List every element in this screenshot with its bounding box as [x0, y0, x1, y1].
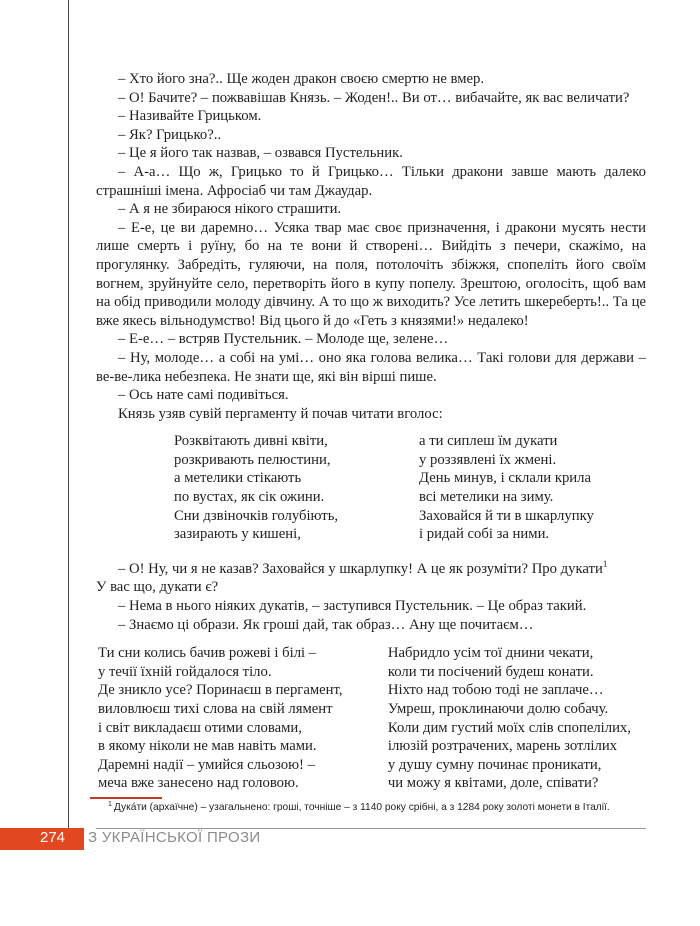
paragraph: – А я не збираюся нікого страшити. — [118, 201, 342, 218]
verse-line: і світ викладаєш отими словами, — [98, 719, 302, 736]
poem-column-right — [419, 432, 594, 544]
page-number: 274 — [40, 829, 66, 846]
paragraph: – А-а… Що ж, Грицько то й Грицько… Тільки дракони завше мають далеко страшніші імена. Афросіаб чи там Джаудар. — [96, 163, 646, 199]
poem-column-left — [174, 432, 419, 544]
footnote-reference: 1 — [602, 558, 608, 569]
poem-column-left — [98, 644, 388, 793]
verse-line: а метелики стікають — [174, 470, 302, 487]
verse-line: зазирають у кишені, — [174, 526, 301, 543]
verse-line: Коли дим густий моїх слів спопелілих, — [387, 719, 631, 736]
verse-line: коли ти посічений будеш конати. — [387, 663, 594, 680]
poem-block-2 — [98, 644, 646, 793]
verse-line: меча вже занесено над головою. — [98, 775, 299, 792]
verse-line: розкривають пелюстини, — [174, 451, 331, 468]
footnote-number: 1 — [108, 801, 112, 808]
margin-rule — [68, 0, 69, 832]
paragraph: – Хто його зна?.. Ще жоден дракон своєю смертю не вмер. — [118, 71, 485, 87]
paragraph: – Нема в нього ніяких дукатів, – заступився Пустельник. – Це образ такий. — [118, 598, 587, 615]
poem-block-1 — [174, 432, 646, 544]
verse-line: а ти сиплеш їм дукати — [419, 433, 558, 450]
paragraph — [96, 555, 646, 579]
verse-line: Даремні надії – умийся сльозою! – — [98, 756, 315, 773]
paragraph: – Знаємо ці образи. Як гроші дай, так образ… Ану ще почитаєм… — [118, 616, 534, 633]
verse-line: Умреш, проклинаючи долю собачу. — [387, 701, 609, 717]
verse-line: в якому ніколи не мав навіть мами. — [98, 738, 317, 755]
verse-line: Сни дзвіночків голубіють, — [174, 507, 339, 524]
paragraph: – Е-е… – встряв Пустельник. – Молоде ще, зелене… — [118, 331, 449, 348]
verse-line: чи можу я квітами, доле, співати? — [387, 775, 599, 792]
verse-line: по вустах, як сік ожини. — [174, 489, 325, 506]
footnote-text: Дука́ти (архаїчне) – узагальнено: гроші, точніше – з 1140 року срібні, а з 1284 року золоті монети в Італії. — [113, 802, 610, 813]
verse-line: у роззявлені їх жмені. — [419, 451, 557, 468]
verse-line: Ти сни колись бачив рожеві і білі – — [98, 645, 317, 662]
page-body — [96, 70, 646, 793]
paragraph: – Ну, молоде… а собі на умі… оно яка голова велика… Такі голови для держави – ве-ве-лика небезпека. Не знати ще, які він вірші пише. — [96, 349, 646, 385]
verse-line: Розквітають дивні квіти, — [174, 433, 328, 450]
paragraph: У вас що, дукати є? — [96, 579, 219, 596]
paragraph: – О! Бачите? – пожвавішав Князь. – Жоден!.. Ви от… вибачайте, як вас величати? — [118, 89, 630, 106]
paragraph: – Називайте Грицьком. — [118, 108, 262, 125]
running-head: З УКРАЇНСЬКОЇ ПРОЗИ — [88, 829, 261, 846]
verse-line: Набридло усім тої днини чекати, — [387, 645, 594, 662]
verse-line: Де зникло усе? Поринаєш в пергамент, — [98, 682, 343, 699]
footnote-rule — [90, 797, 162, 799]
paragraph: – Е-е, це ви даремно… Усяка твар має своє призначення, і дракони мусять нести лише смерть і руїну, бо на те вони й створені… Вийдіть з печери, скажімо, на прогулянку. Забредіть, гуляючи, на поля, потолочіть збіжжя, спопеліть його своїм вогнем, зруйнуйте село, перетворіть його в купу попелу. Зрештою, оголосіть, щоб вам на обід приводили молоду дівчину. А то що ж виходить? Усе летить шкереберть!.. Та це вже якесь вільнодумство! Від цього й до «Геть з князями!» недалеко! — [96, 219, 646, 329]
verse-line: і ридай собі за ними. — [419, 526, 550, 543]
poem-column-right — [388, 644, 646, 793]
verse-line: у душу сумну починає проникати, — [387, 756, 602, 773]
verse-line: всі метелики на зиму. — [419, 489, 554, 506]
paragraph: – Ось нате самі подивіться. — [118, 387, 289, 404]
footnote — [108, 801, 610, 813]
verse-line: День минув, і склали крила — [419, 470, 592, 487]
paragraph: Князь узяв сувій пергаменту й почав читати вголос: — [118, 405, 443, 422]
verse-line: Ніхто над тобою тоді не заплаче… — [387, 682, 604, 699]
verse-line: ілюзій розтрачених, марень зотлілих — [387, 738, 618, 755]
paragraph-text: – О! Ну, чи я не казав? Заховайся у шкарлупку! А це як розуміти? Про дукати — [118, 560, 603, 577]
verse-line: у течії їхній гойдалося тіло. — [98, 663, 272, 680]
verse-line: Заховайся й ти в шкарлупку — [419, 507, 594, 524]
paragraph: – Це я його так назвав, – озвався Пустельник. — [118, 145, 403, 162]
verse-line: виловлюєш тихі слова на свій лямент — [98, 701, 333, 717]
paragraph: – Як? Грицько?.. — [118, 126, 222, 143]
